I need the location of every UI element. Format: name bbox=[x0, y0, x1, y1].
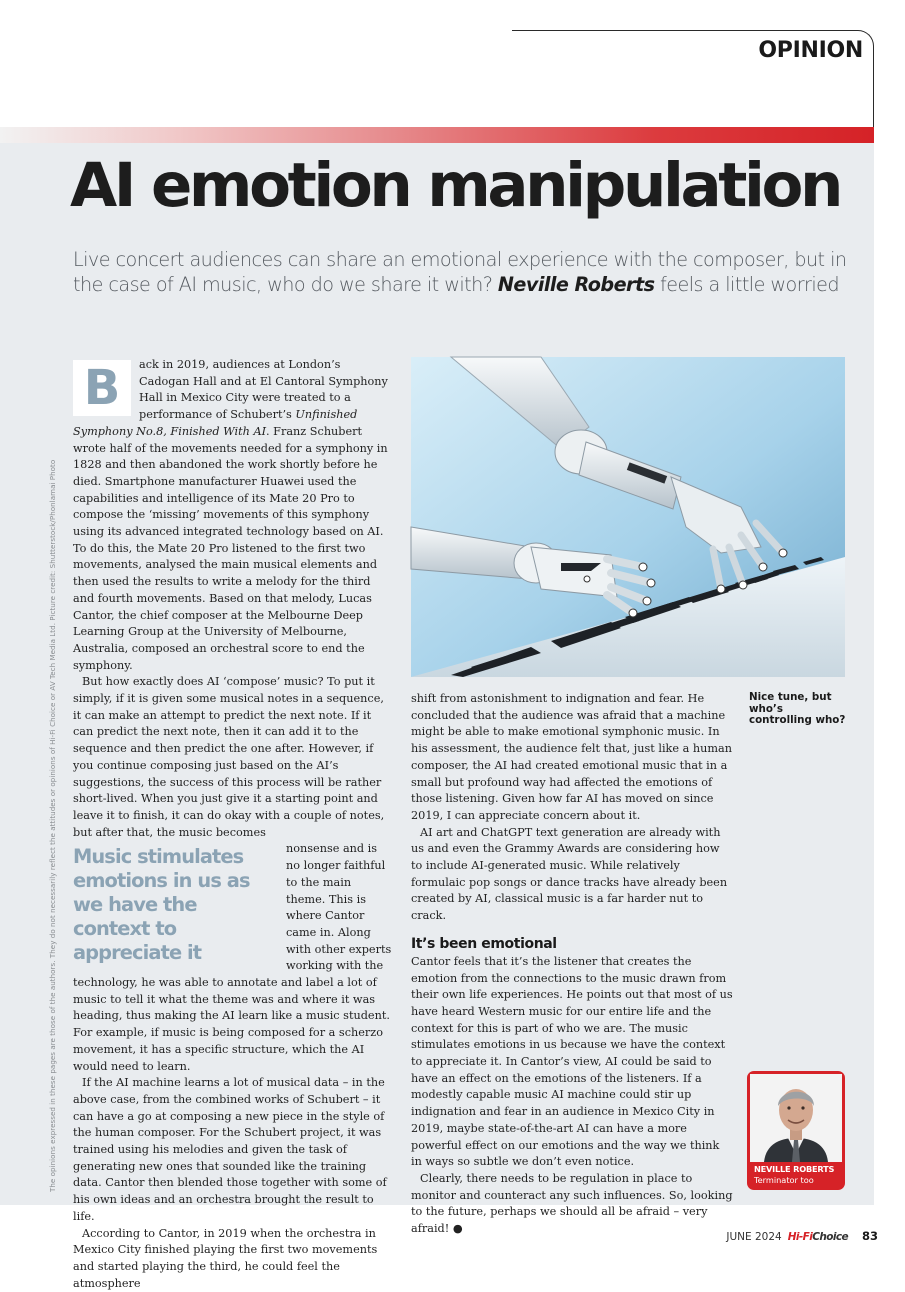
symphony-title: Unfinished Symphony No.8, Finished With AI bbox=[73, 408, 358, 438]
standfirst-text: Live concert audiences can share an emotional experience with the composer, but in the case of AI music, who do we share it with? bbox=[73, 248, 847, 296]
author-portrait bbox=[750, 1074, 842, 1162]
paragraph-1 bbox=[73, 357, 392, 674]
header-gradient-band bbox=[0, 127, 874, 143]
paragraph-5: shift from astonishment to indignation and fear. He concluded that the audience was afraid that a machine might be able to make emotional symphonic music. In his assessment, the audience felt that, just like a human composer, the AI had created emotional music that in a small but profound way had affected the emotions of those listening. Given how far AI has moved on since 2019, I can appreciate concern about it. bbox=[411, 692, 732, 822]
paragraph-text: ack in 2019, audiences at London’s Cadogan Hall and at El Cantoral Symphony Hall in Mexico City were treated to a performance of Schubert’s bbox=[139, 358, 388, 422]
issue-date: JUNE 2024 bbox=[726, 1231, 782, 1243]
headline: AI emotion manipulation bbox=[70, 150, 841, 221]
paragraph-text: Clearly, there needs to be regulation in place to monitor and counteract any such influences. So, looking to the future, perhaps we should all be afraid – very afraid! bbox=[411, 1171, 733, 1236]
page-number: 83 bbox=[861, 1229, 878, 1243]
paragraph-8 bbox=[411, 1171, 733, 1238]
author-name: NEVILLE ROBERTS bbox=[754, 1164, 835, 1174]
paragraph-text: . Franz Schubert wrote half of the movements needed for a symphony in 1828 and then abandoned the work shortly before he died. Smartphone manufacturer Huawei used the capabilities and intelligence of its Mate 20 Pro to compose the ‘missing’ movements of this symphony using its advanced integrated technology based on AI. To do this, the Mate 20 Pro listened to the first two movements, analysed the main musical elements and then used the results to write a melody for the third and fourth movements. Based on that melody, Lucas Cantor, the chief composer at the Melbourne Deep Learning Group at the University of Melbourne, Australia, composed an orchestral score to end the symphony. bbox=[73, 424, 388, 672]
end-mark-icon: ● bbox=[452, 1222, 463, 1236]
author-role: Terminator too bbox=[754, 1175, 814, 1185]
paragraph-text: But how exactly does AI ‘compose’ music? To put it simply, if it is given some musical notes in a sequence, it can make an attempt to predict the next note. If it can predict the next note, then it can add it to the sequence and then predict the one after. However, if you continue composing just based on the AI’s suggestions, the success of this process will be rather short-lived. When you just give it a starting point and leave it to finish, it can do okay with a couple of notes, but after that, the music becomes bbox=[73, 675, 385, 839]
section-label: OPINION bbox=[758, 38, 863, 63]
drop-cap: B bbox=[73, 360, 131, 416]
page-footer bbox=[726, 1229, 878, 1243]
robot-piano-photo bbox=[411, 357, 845, 677]
column-right bbox=[411, 691, 733, 1238]
author-byline: Neville Roberts bbox=[497, 273, 655, 296]
photo-caption: Nice tune, but who’s controlling who? bbox=[749, 691, 846, 726]
column-left bbox=[73, 357, 392, 1292]
paragraph-text: nonsense and is no longer faithful to the main theme. This is where Cantor came in. Along with other experts working with the technology, he was able to annotate and label a lot of music to tell it what the theme was and where it was heading, thus making the AI learn like a music student. For example, if music is being composed for a scherzo movement, it has a specific structure, which the AI would need to learn. bbox=[73, 842, 392, 1073]
paragraph-2 bbox=[73, 674, 392, 841]
author-bar bbox=[750, 1162, 842, 1187]
standfirst-end: feels a little worried bbox=[660, 273, 840, 296]
standfirst bbox=[73, 247, 863, 297]
author-box bbox=[747, 1071, 845, 1190]
picture-credit: The opinions expressed in these pages are those of the authors. They do not necessarily reflect the attitudes or opinions of Hi-Fi Choice or AV Tech Media Ltd. Picture credit: Shutterstock/Phonlamai Photo bbox=[48, 459, 57, 1192]
brand-hifi: Hi-Fi bbox=[787, 1231, 813, 1243]
magazine-brand bbox=[788, 1231, 848, 1243]
paragraph-3: If the AI machine learns a lot of musical data – in the above case, from the combined works of Schubert – it can have a go at composing a new piece in the style of the human composer. For the Schubert project, it was trained using his melodies and given the task of generating new ones that sounded like the training data. Cantor then blended those together with some of his own ideas and an orchestra brought the result to life. bbox=[73, 1076, 387, 1223]
author-avatar bbox=[750, 1074, 842, 1162]
robot-piano-illustration bbox=[411, 357, 845, 677]
paragraph-2-continued bbox=[73, 841, 392, 1075]
paragraph-7: Cantor feels that it’s the listener that creates the emotion from the connections to the music drawn from their own life experiences. He points out that most of us have heard Western music for our entire life and the context for this is part of who we are. The music stimulates emotions in us because we have the context to appreciate it. In Cantor’s view, AI could be said to have an effect on the emotions of the listeners. If a modestly capable music AI machine could stir up indignation and fear in an audience in Mexico City in 2019, maybe state-of-the-art AI can have a more powerful effect on our emotions and the way we think in ways so subtle we don’t even notice. bbox=[411, 954, 733, 1169]
paragraph-4: According to Cantor, in 2019 when the orchestra in Mexico City finished playing the first two movements and started playing the third, he could feel the atmosphere bbox=[73, 1226, 378, 1290]
paragraph-6: AI art and ChatGPT text generation are already with us and even the Grammy Awards are considering how to include AI-generated music. While relatively formulaic pop songs or dance tracks have already been created by AI, classical music is a far harder nut to crack. bbox=[411, 825, 728, 923]
subheading: It’s been emotional bbox=[411, 935, 557, 952]
pull-quote: Music stimulates emotions in us as we have the context to appreciate it bbox=[73, 845, 250, 965]
brand-choice: Choice bbox=[812, 1231, 848, 1243]
